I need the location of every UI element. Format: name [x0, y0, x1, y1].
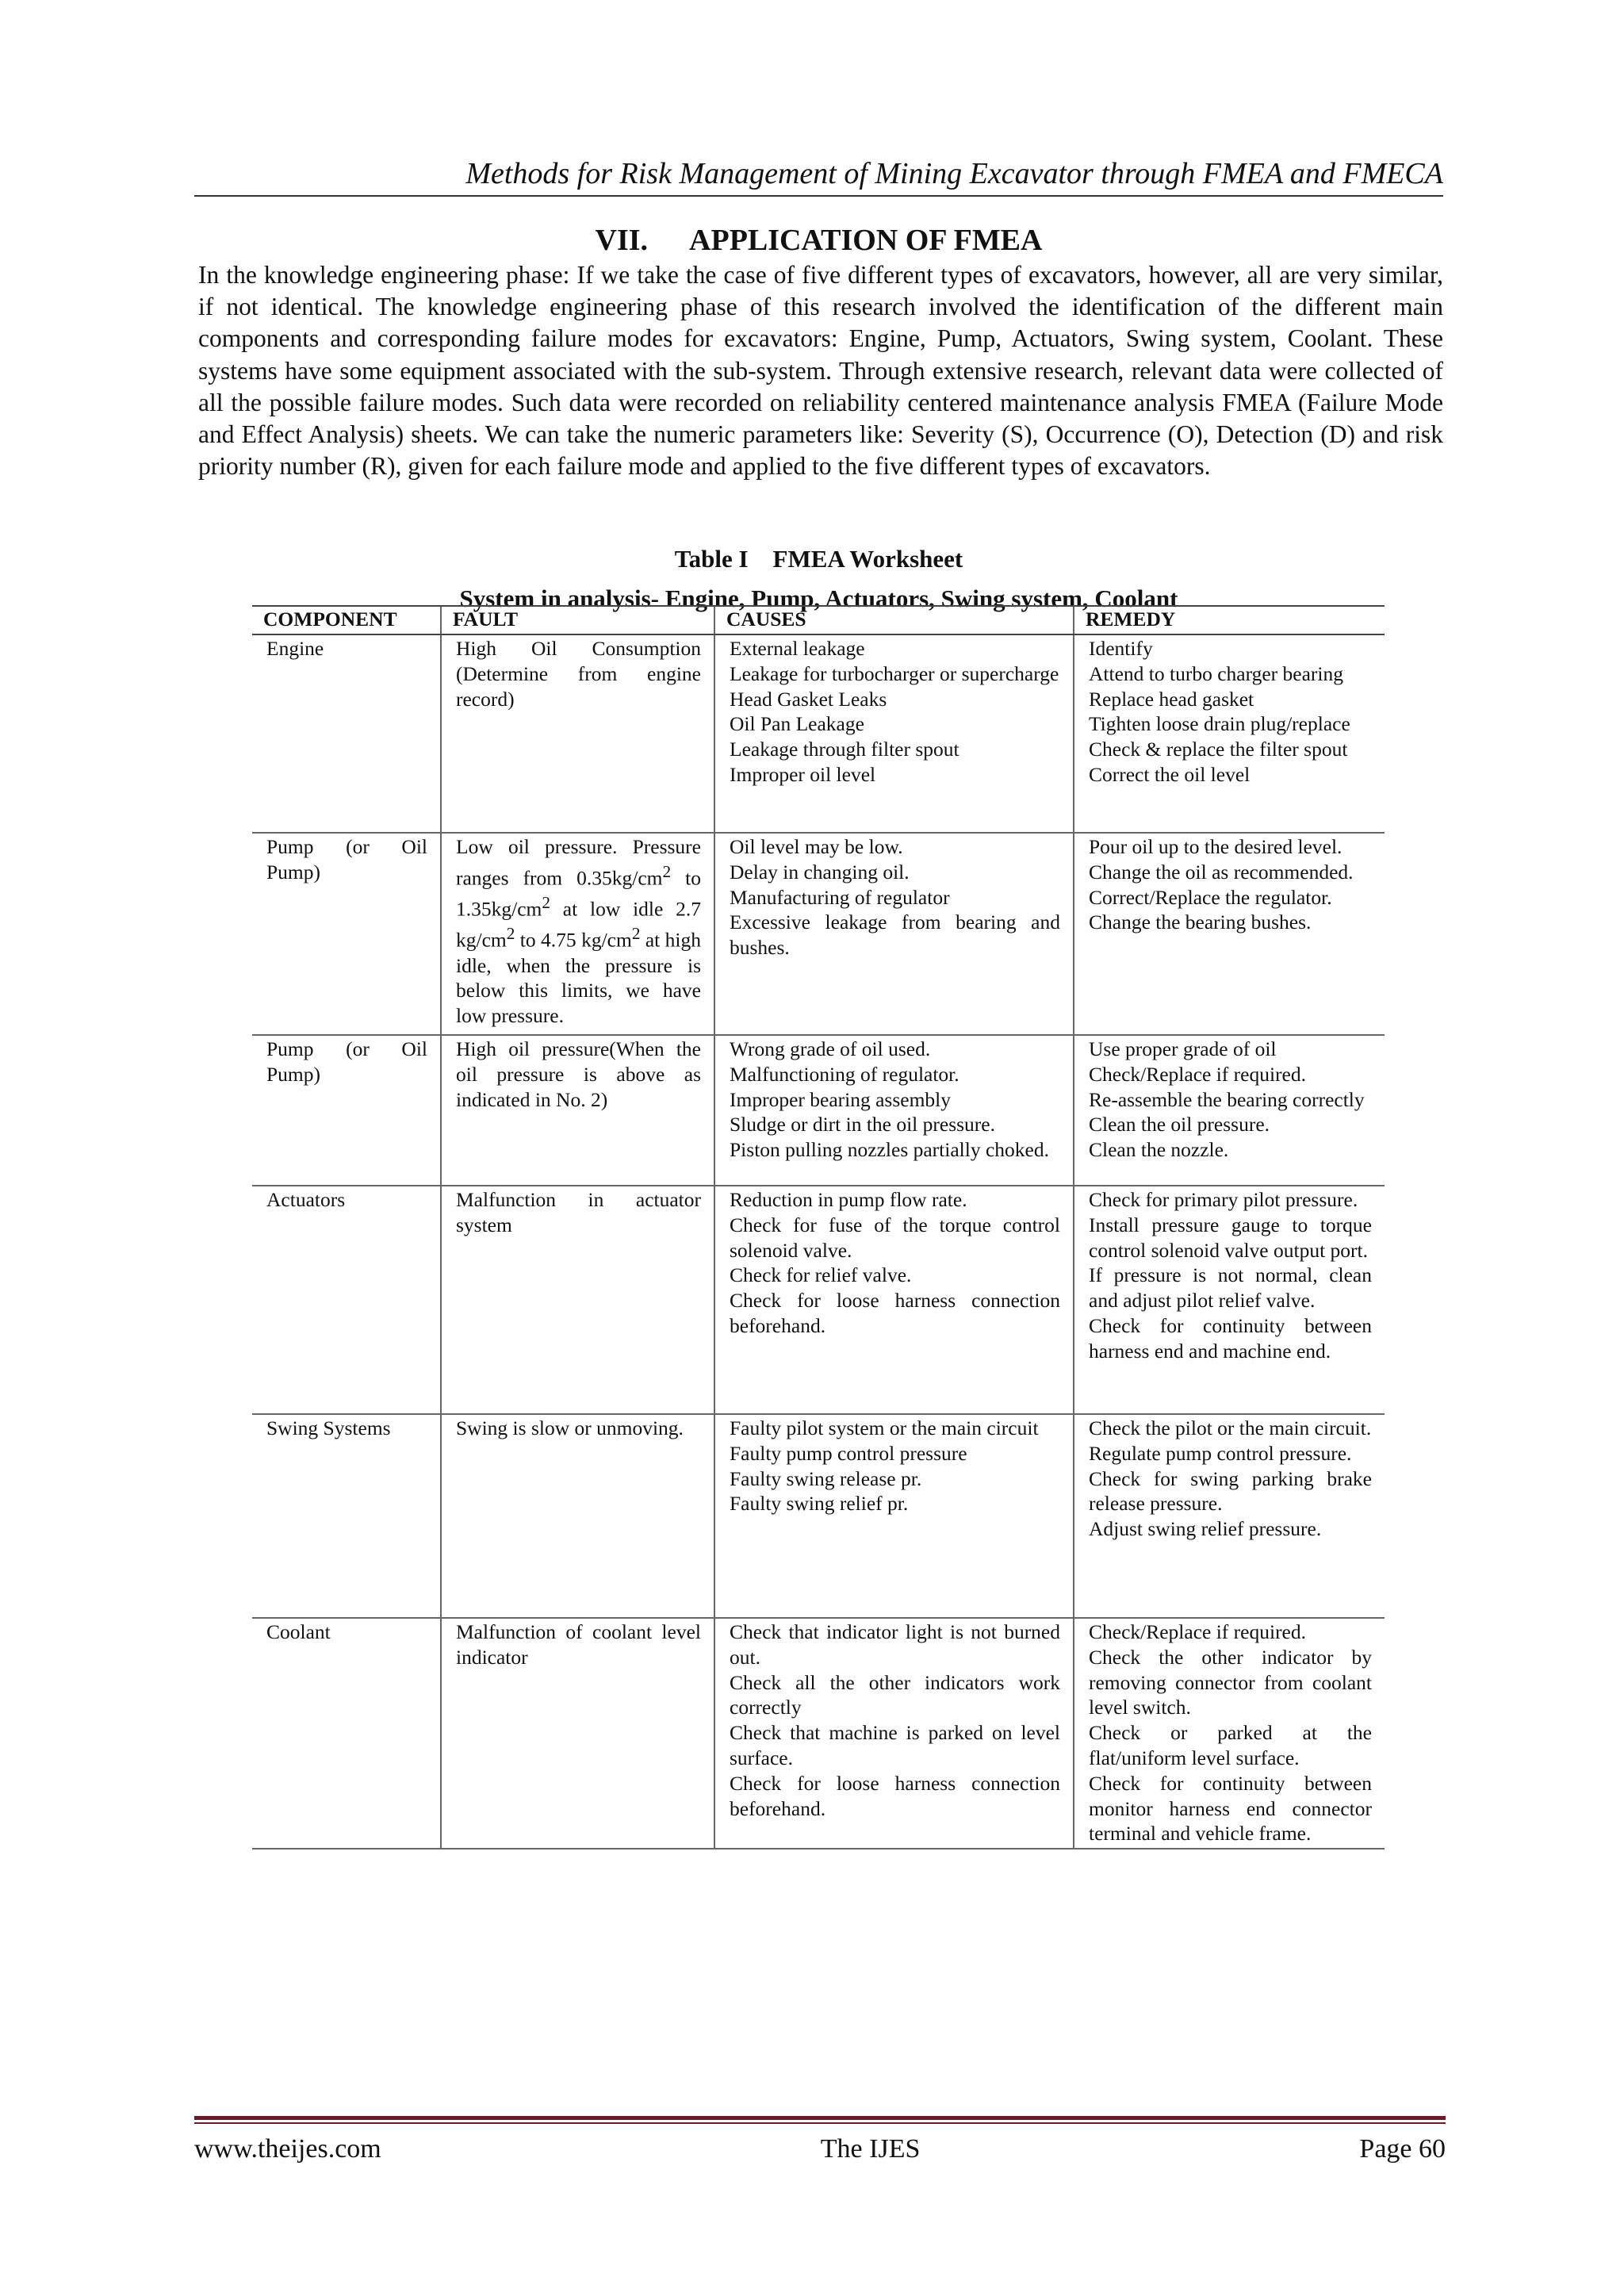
remedy-item: Change the oil as recommended. [1089, 860, 1354, 884]
remedy-item: Identify [1089, 637, 1153, 660]
remedy-item: Attend to turbo charger bearing [1089, 661, 1344, 685]
remedy-item: Check & replace the filter spout [1089, 738, 1348, 761]
cause-item: Head Gasket Leaks [730, 687, 887, 711]
fault-cell: Malfunction of coolant level indicator [441, 1618, 714, 1849]
footer-rule-thin [194, 2122, 1446, 2124]
table-header-row [252, 606, 1385, 634]
component-cell: Pump (or Oil Pump) [252, 1035, 441, 1186]
cause-item: Improper bearing assembly [730, 1087, 951, 1111]
table-row [252, 1035, 1385, 1186]
section-title: APPLICATION OF FMEA [689, 224, 1043, 257]
component-cell: Coolant [252, 1618, 441, 1849]
remedy-cell [1074, 1035, 1385, 1186]
cause-item: Check for loose harness connection beforehand. [730, 1289, 1060, 1337]
remedy-item: Check/Replace if required. [1089, 1062, 1307, 1086]
section-heading [194, 222, 1443, 259]
remedy-cell [1074, 1414, 1385, 1618]
cause-item: Faulty swing relief pr. [730, 1492, 909, 1516]
cause-item: Excessive leakage from bearing and bushes. [730, 910, 1060, 960]
superscript: 2 [506, 924, 515, 944]
remedy-item: Replace head gasket [1089, 687, 1254, 711]
fault-text-part: to 1.35kg/cm [456, 866, 701, 921]
cause-item: Faulty pump control pressure [730, 1441, 967, 1465]
remedy-item: Clean the nozzle. [1089, 1138, 1229, 1162]
fault-cell: High Oil Consumption (Determine from engine record) [441, 634, 714, 833]
remedy-item: Check for primary pilot pressure. [1089, 1188, 1358, 1211]
remedy-cell [1074, 1618, 1385, 1849]
section-number: VII. [595, 224, 649, 257]
component-cell: Actuators [252, 1186, 441, 1414]
cause-item: Wrong grade of oil used. [730, 1037, 931, 1060]
remedy-item: Tighten loose drain plug/replace [1089, 712, 1350, 736]
remedy-item: Check the other indicator by removing connector from coolant level switch. [1089, 1645, 1372, 1719]
cause-item: Improper oil level [730, 762, 876, 786]
remedy-item: Check or parked at the flat/uniform level surface. [1089, 1721, 1372, 1769]
table-row [252, 1414, 1385, 1618]
cause-item: Delay in changing oil. [730, 860, 910, 884]
cause-item: Faulty pilot system or the main circuit [730, 1416, 1039, 1439]
component-cell: Swing Systems [252, 1414, 441, 1618]
column-header-remedy: REMEDY [1074, 606, 1385, 634]
footer-journal: The IJES [820, 2134, 921, 2164]
causes-cell [714, 1186, 1074, 1414]
header-rule [194, 195, 1443, 197]
superscript: 2 [542, 893, 550, 913]
superscript: 2 [631, 924, 641, 944]
cause-item: Oil level may be low. [730, 835, 903, 858]
causes-cell [714, 1618, 1074, 1849]
table-caption-block [194, 543, 1443, 615]
fmea-table [252, 605, 1385, 1849]
cause-item: Oil Pan Leakage [730, 712, 864, 736]
remedy-item: Regulate pump control pressure. [1089, 1441, 1352, 1465]
cause-item: Piston pulling nozzles partially choked. [730, 1138, 1049, 1162]
remedy-item: Adjust swing relief pressure. [1089, 1517, 1322, 1541]
intro-paragraph: In the knowledge engineering phase: If we take the case of five different types of excavators, however, all are very similar, if not identical. The knowledge engineering phase of this research involved the identification of the different main components and corresponding failure modes for excavators: Engine, Pump, Actuators, Swing system, Coolant. These systems have some equipment associated with the sub-system. Through extensive research, relevant data were collected of all the possible failure modes. Such data were recorded on reliability centered maintenance analysis FMEA (Failure Mode and Effect Analysis) sheets. We can take the numeric parameters like: Severity (S), Occurrence (O), Detection (D) and risk priority number (R), given for each failure mode and applied to the five different types of excavators. [198, 261, 1443, 481]
cause-item: Check for fuse of the torque control solenoid valve. [730, 1213, 1060, 1262]
cause-item: Check that indicator light is not burned out. [730, 1620, 1060, 1669]
causes-cell [714, 833, 1074, 1035]
cause-item: Malfunctioning of regulator. [730, 1062, 959, 1086]
cause-item: Leakage for turbocharger or supercharge [730, 661, 1059, 685]
fault-cell [441, 833, 714, 1035]
remedy-item: Pour oil up to the desired level. [1089, 835, 1342, 858]
remedy-item: Re-assemble the bearing correctly [1089, 1087, 1365, 1111]
remedy-item: If pressure is not normal, clean and adjust pilot relief valve. [1089, 1263, 1372, 1313]
footer-rule [194, 2116, 1446, 2120]
component-cell: Pump (or Oil Pump) [252, 833, 441, 1035]
remedy-item: Check for continuity between harness end and machine end. [1089, 1313, 1372, 1363]
remedy-item: Check the pilot or the main circuit. [1089, 1416, 1372, 1439]
column-header-causes: CAUSES [714, 606, 1074, 634]
cause-item: Faulty swing release pr. [730, 1466, 922, 1490]
remedy-cell [1074, 1186, 1385, 1414]
remedy-item: Correct/Replace the regulator. [1089, 885, 1332, 909]
remedy-item: Install pressure gauge to torque control solenoid valve output port. [1089, 1213, 1372, 1262]
remedy-item: Clean the oil pressure. [1089, 1113, 1270, 1137]
remedy-item: Use proper grade of oil [1089, 1037, 1277, 1060]
fault-text-part: at low idle 2.7 kg/cm [456, 897, 701, 952]
causes-cell [714, 634, 1074, 833]
causes-cell [714, 1035, 1074, 1186]
table-row [252, 1618, 1385, 1849]
cause-item: Check for loose harness connection beforehand. [730, 1771, 1060, 1820]
cause-item: Check that machine is parked on level surface. [730, 1721, 1060, 1769]
cause-item: Manufacturing of regulator [730, 885, 950, 909]
causes-cell [714, 1414, 1074, 1618]
remedy-cell [1074, 833, 1385, 1035]
table-row [252, 1186, 1385, 1414]
remedy-item: Change the bearing bushes. [1089, 910, 1312, 934]
running-head: Methods for Risk Management of Mining Excavator through FMEA and FMECA [465, 157, 1443, 190]
cause-item: Check for relief valve. [730, 1263, 912, 1287]
cause-item: External leakage [730, 637, 865, 660]
table-caption: Table I FMEA Worksheet [674, 545, 963, 573]
footer-website: www.theijes.com [194, 2134, 381, 2164]
remedy-cell [1074, 634, 1385, 833]
fault-cell: Malfunction in actuator system [441, 1186, 714, 1414]
fault-cell: Swing is slow or unmoving. [441, 1414, 714, 1618]
fault-text-part: at high idle, when the pressure is below this limits, we have low pressure. [456, 928, 701, 1028]
page-footer [194, 2132, 1446, 2167]
column-header-component: COMPONENT [252, 606, 441, 634]
remedy-item: Check for continuity between monitor harness end connector terminal and vehicle frame. [1089, 1771, 1372, 1846]
remedy-item: Check/Replace if required. [1089, 1620, 1307, 1643]
table-row [252, 634, 1385, 833]
superscript: 2 [662, 861, 672, 881]
column-header-fault: FAULT [441, 606, 714, 634]
table-row [252, 833, 1385, 1035]
fault-text-part: Low oil pressure. Pressure ranges from 0.35kg/cm [456, 835, 701, 890]
fault-cell: High oil pressure(When the oil pressure is above as indicated in No. 2) [441, 1035, 714, 1186]
table-subcaption: System in analysis- Engine, Pump, Actuators, Swing system, Coolant [459, 585, 1178, 612]
cause-item: Reduction in pump flow rate. [730, 1188, 967, 1211]
remedy-item: Correct the oil level [1089, 762, 1251, 786]
cause-item: Sludge or dirt in the oil pressure. [730, 1113, 995, 1137]
cause-item: Leakage through filter spout [730, 738, 959, 761]
cause-item: Check all the other indicators work correctly [730, 1670, 1060, 1719]
footer-page-number: Page 60 [1359, 2134, 1446, 2164]
remedy-item: Check for swing parking brake release pressure. [1089, 1466, 1372, 1516]
component-cell: Engine [252, 634, 441, 833]
fault-text-part: to 4.75 kg/cm [515, 928, 632, 952]
